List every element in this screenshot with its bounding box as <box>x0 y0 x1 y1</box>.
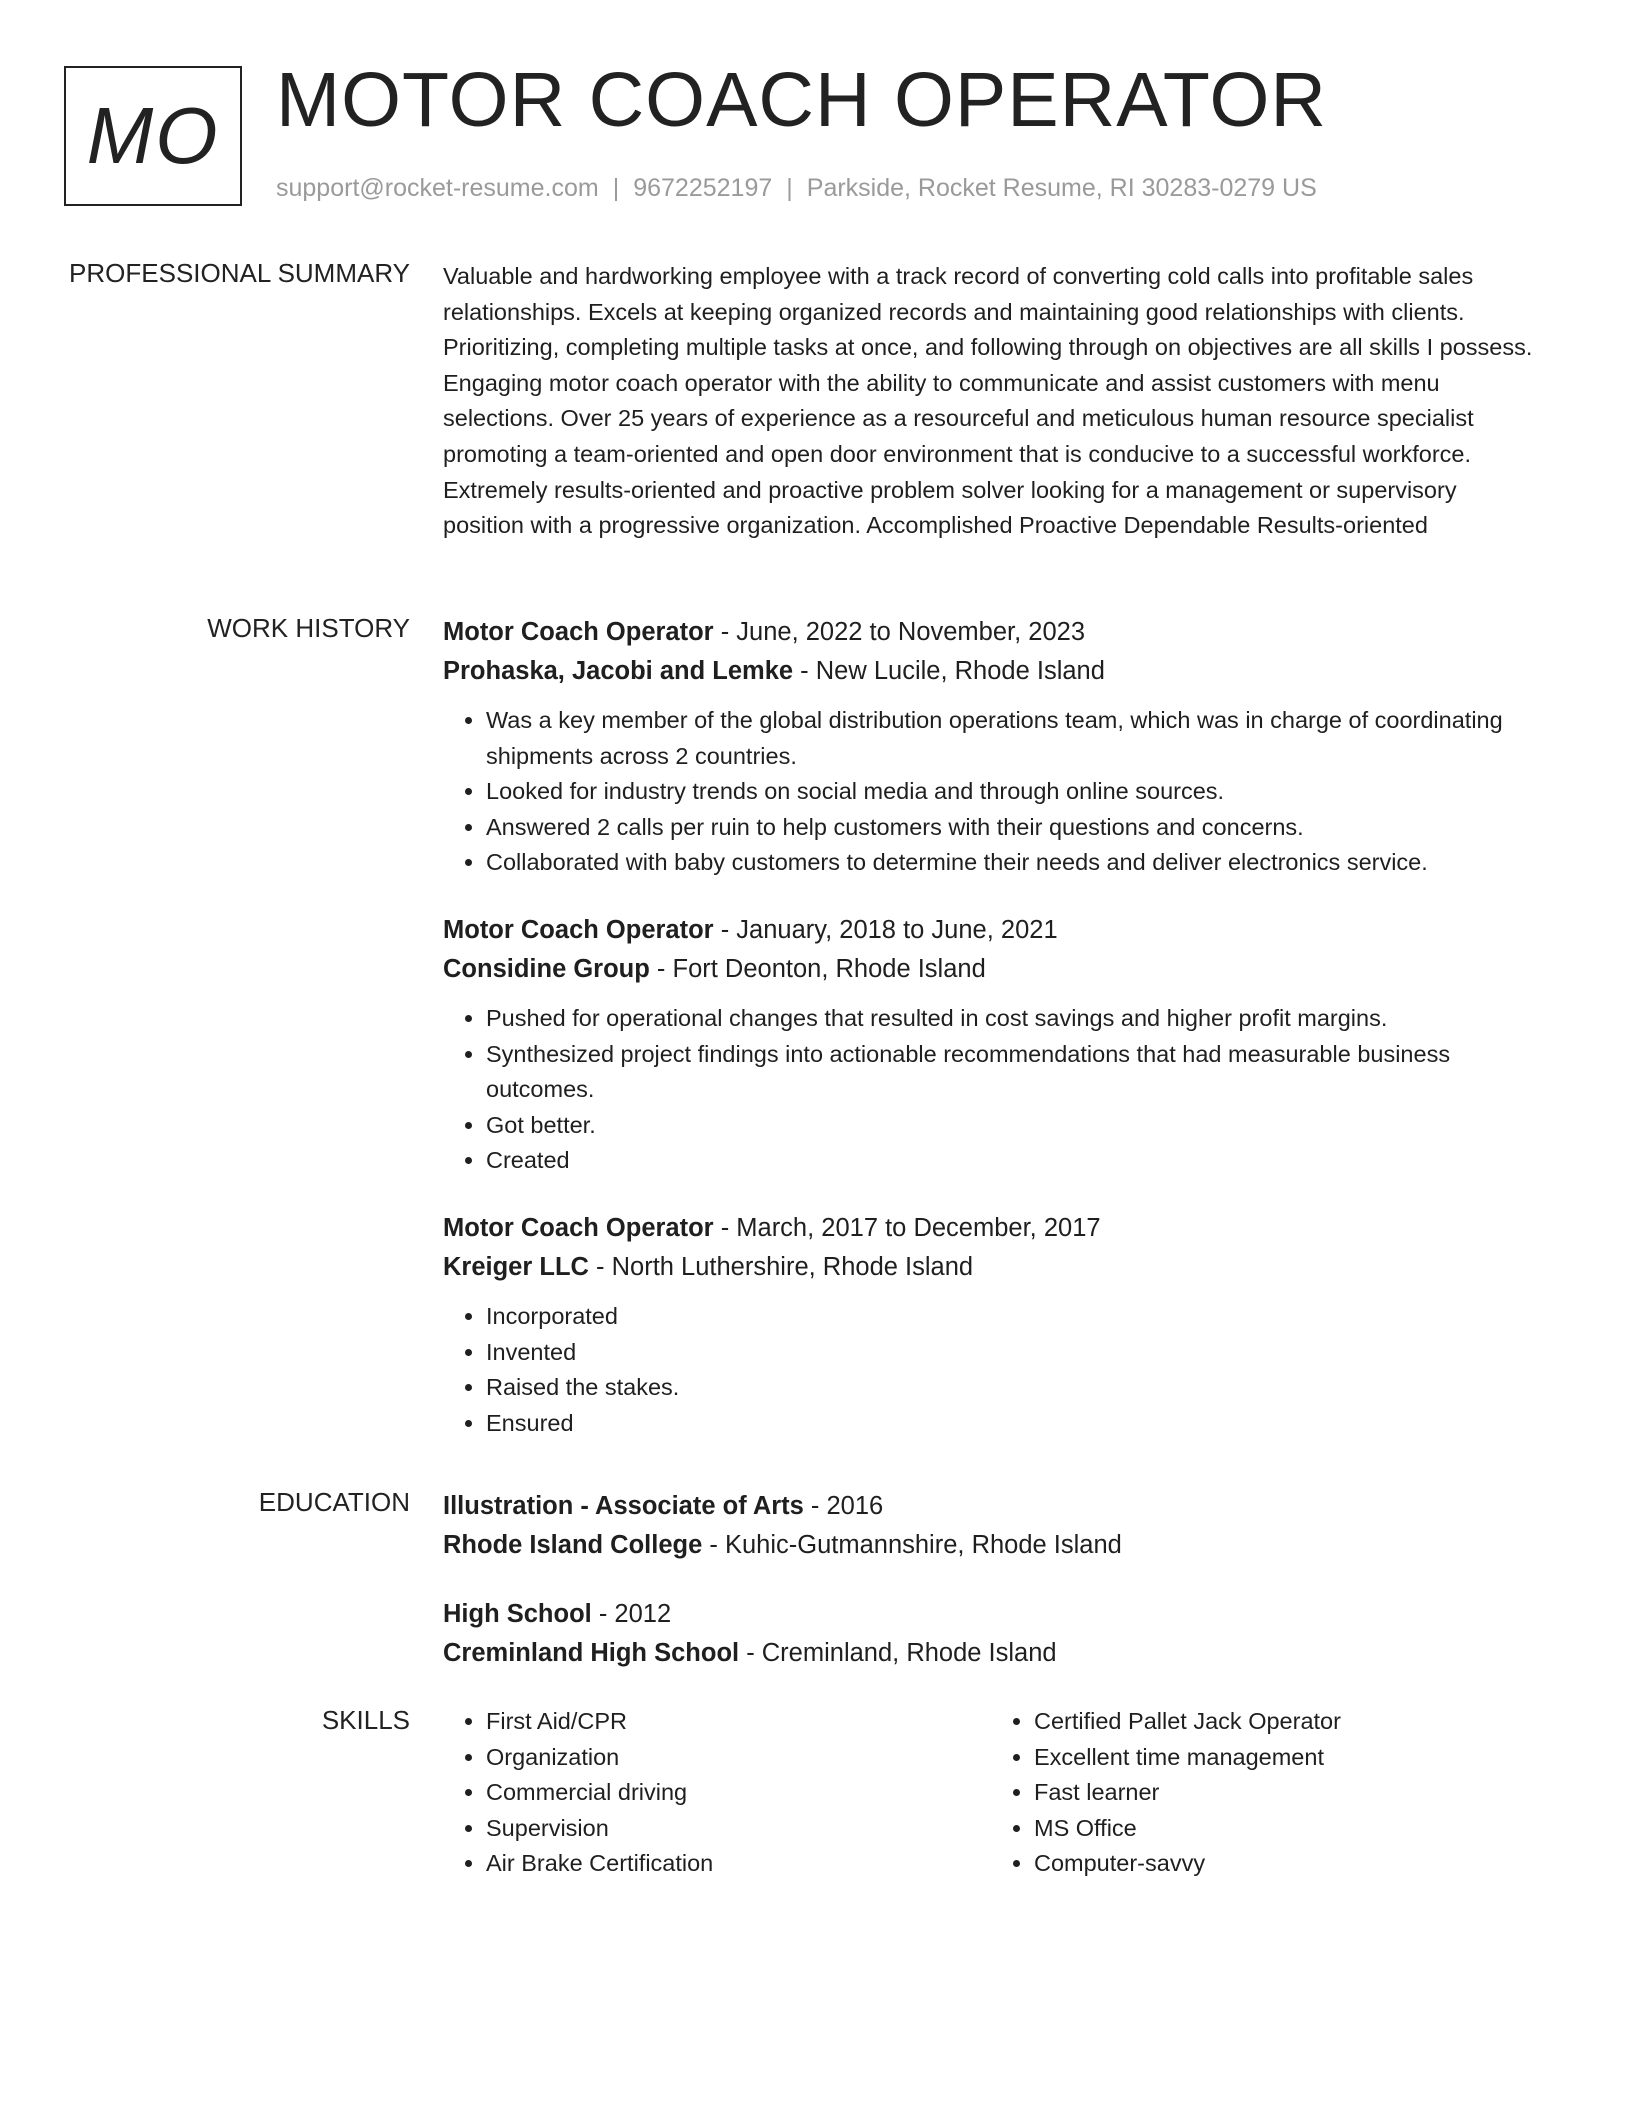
education-location: - Kuhic-Gutmannshire, Rhode Island <box>702 1531 1122 1559</box>
education-location: - Creminland, Rhode Island <box>739 1639 1057 1667</box>
section-label-skills: SKILLS <box>321 1705 410 1735</box>
education-entry <box>443 1595 1539 1673</box>
section-label-summary: PROFESSIONAL SUMMARY <box>69 258 410 288</box>
skill-item: • Computer-savvy <box>1034 1846 1539 1882</box>
job-company: Considine Group <box>443 954 650 983</box>
skill-item: • Commercial driving <box>486 1775 991 1811</box>
job-title-line <box>443 911 1539 950</box>
job-bullet: • Incorporated <box>486 1299 1539 1335</box>
section-label-education: EDUCATION <box>258 1487 410 1517</box>
job-title-line <box>443 613 1539 652</box>
contact-separator: | <box>786 174 793 202</box>
education-degree-line <box>443 1487 1539 1526</box>
contact-email[interactable]: support@rocket-resume.com <box>276 174 599 202</box>
job-title-line <box>443 1209 1539 1248</box>
contact-separator: | <box>612 174 620 202</box>
job-bullet: • Raised the stakes. <box>486 1370 1539 1406</box>
skill-item: • Supervision <box>486 1811 991 1847</box>
education-school-line <box>443 1634 1539 1673</box>
contact-line <box>276 174 1317 203</box>
summary-body <box>443 259 1539 544</box>
education-degree: High School <box>443 1600 592 1628</box>
job-bullet: • Collaborated with baby customers to determine their needs and deliver electronics service. <box>486 845 1539 881</box>
skill-item: • Excellent time management <box>1034 1740 1539 1776</box>
education-degree: Illustration - Associate of Arts <box>443 1492 804 1520</box>
job-title: Motor Coach Operator <box>443 1213 714 1242</box>
job-title: Motor Coach Operator <box>443 915 714 944</box>
skills-columns <box>443 1704 1539 1882</box>
job-bullet: • Synthesized project findings into actionable recommendations that had measurable business outcomes. <box>486 1037 1539 1108</box>
contact-phone[interactable]: 9672252197 <box>633 174 773 202</box>
job-location: - North Luthershire, Rhode Island <box>588 1252 974 1281</box>
job-bullets <box>443 1001 1539 1179</box>
skill-item: • Fast learner <box>1034 1775 1539 1811</box>
education-school-line <box>443 1526 1539 1565</box>
education-entry <box>443 1487 1539 1565</box>
job-title: Motor Coach Operator <box>443 618 714 646</box>
job-company-line <box>443 950 1539 989</box>
monogram-logo: MO <box>64 66 242 206</box>
job-bullet: • Answered 2 calls per ruin to help customers with their questions and concerns. <box>486 810 1539 846</box>
job-entry <box>443 1209 1539 1441</box>
skills-list-left <box>443 1704 991 1882</box>
education-year: - 2012 <box>591 1600 672 1628</box>
job-location: - Fort Deonton, Rhode Island <box>649 954 986 983</box>
education-school: Creminland High School <box>443 1639 740 1667</box>
job-bullets <box>443 703 1539 881</box>
education-year: - 2016 <box>803 1492 884 1520</box>
job-bullet: • Invented <box>486 1335 1539 1371</box>
resume-title: MOTOR COACH OPERATOR <box>276 57 1328 143</box>
job-company-line <box>443 652 1539 691</box>
education-school: Rhode Island College <box>443 1531 703 1559</box>
job-dates: - June, 2022 to November, 2023 <box>713 618 1086 646</box>
job-dates: - March, 2017 to December, 2017 <box>713 1213 1101 1242</box>
skill-item: • Air Brake Certification <box>486 1846 991 1882</box>
job-company: Kreiger LLC <box>443 1252 589 1281</box>
job-company-line <box>443 1248 1539 1287</box>
education-degree-line <box>443 1595 1539 1634</box>
skills-body <box>443 1704 1539 1882</box>
job-entry <box>443 613 1539 881</box>
skill-item: • Certified Pallet Jack Operator <box>1034 1704 1539 1740</box>
job-entry <box>443 911 1539 1179</box>
skill-item: • First Aid/CPR <box>486 1704 991 1740</box>
job-location: - New Lucile, Rhode Island <box>793 657 1105 685</box>
contact-address: Parkside, Rocket Resume, RI 30283-0279 US <box>806 174 1317 202</box>
job-company: Prohaska, Jacobi and Lemke <box>443 657 794 685</box>
skills-list-right <box>991 1704 1539 1882</box>
skill-item: • MS Office <box>1034 1811 1539 1847</box>
job-bullet: • Ensured <box>486 1406 1539 1442</box>
job-bullet: • Created <box>486 1143 1539 1179</box>
education-body <box>443 1487 1539 1703</box>
summary-text: Valuable and hardworking employee with a track record of converting cold calls into profitable sales relationships. Excels at keeping organized records and maintaining good relationships with clients. Prioritizing, completing multiple tasks at once, and following through on objectives are all skills I possess. Engaging motor coach operator with the ability to communicate and assist customers with menu selections. Over 25 years of experience as a resourceful and meticulous human resource specialist promoting a team-oriented and open door environment that is conducive to a successful workforce. Extremely results-oriented and proactive problem solver looking for a management or supervisory position with a progressive organization. Accomplished Proactive Dependable Results-oriented <box>443 263 1533 539</box>
job-bullet: • Got better. <box>486 1108 1539 1144</box>
section-label-work-history: WORK HISTORY <box>207 613 410 643</box>
job-bullet: • Pushed for operational changes that resulted in cost savings and higher profit margins. <box>486 1001 1539 1037</box>
job-dates: - January, 2018 to June, 2021 <box>713 915 1058 944</box>
job-bullet: • Was a key member of the global distribution operations team, which was in charge of coordinating shipments across 2 countries. <box>486 703 1539 774</box>
job-bullets <box>443 1299 1539 1441</box>
work-history-body <box>443 613 1539 1471</box>
job-bullet: • Looked for industry trends on social media and through online sources. <box>486 774 1539 810</box>
skill-item: • Organization <box>486 1740 991 1776</box>
